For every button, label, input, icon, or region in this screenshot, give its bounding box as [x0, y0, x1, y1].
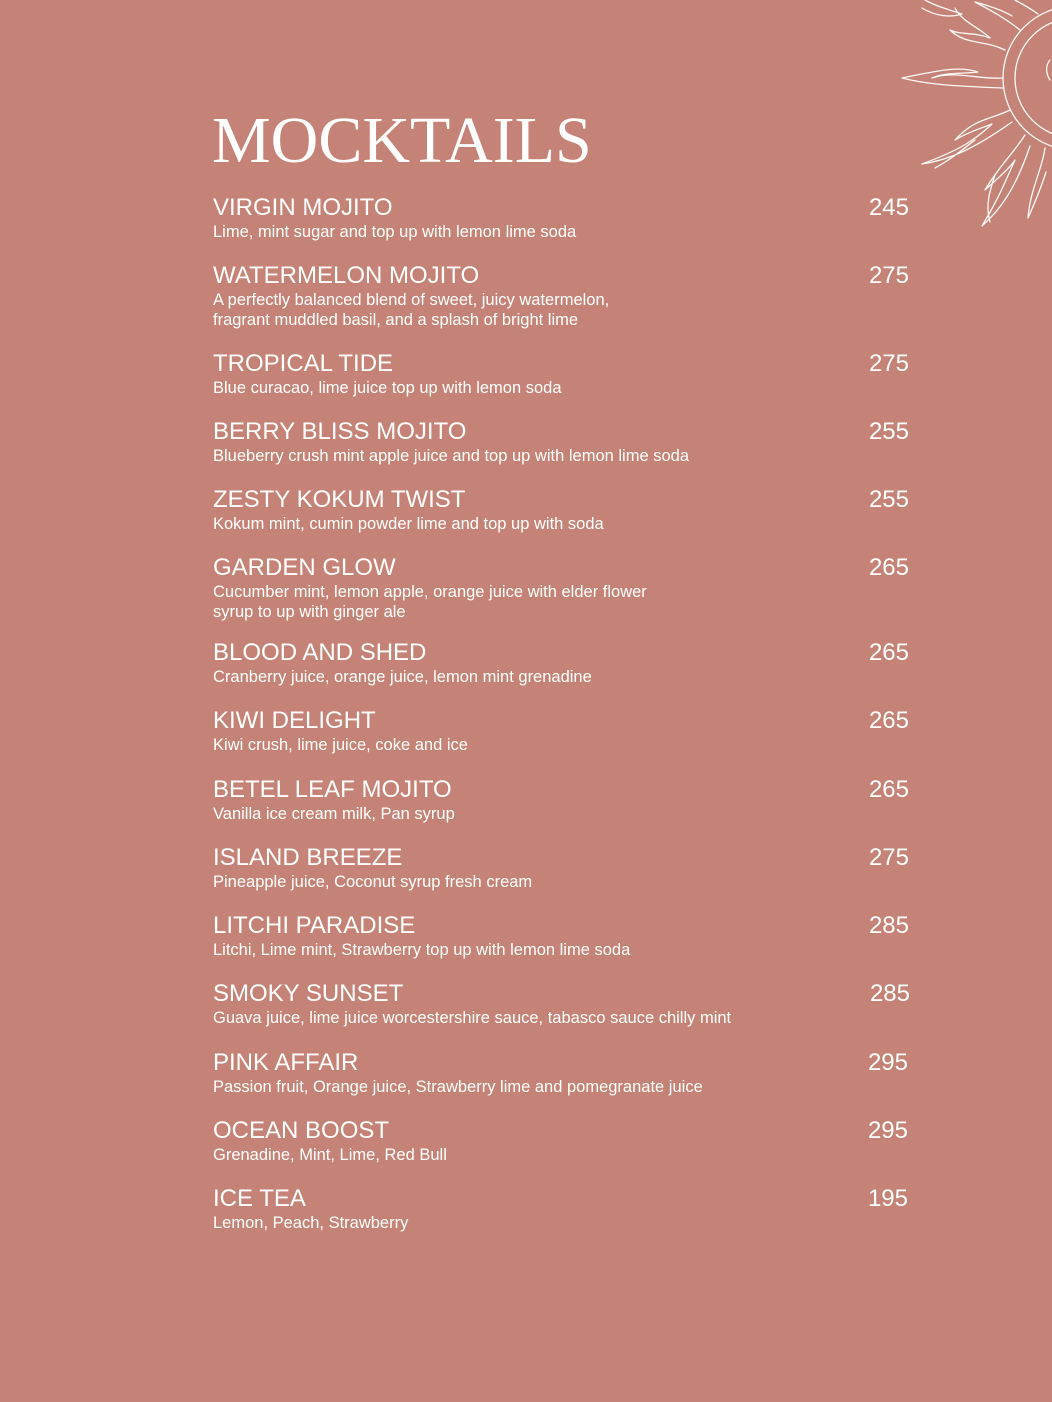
item-price: 255 [868, 418, 909, 445]
item-price: 285 [869, 980, 910, 1007]
item-description: Grenadine, Mint, Lime, Red Bull [213, 1146, 447, 1164]
page-title: MOCKTAILS [212, 104, 592, 177]
item-name: OCEAN BOOST [213, 1117, 390, 1144]
item-name: BLOOD AND SHED [213, 639, 427, 666]
item-description: Vanilla ice cream milk, Pan syrup [213, 805, 455, 823]
item-description: Cucumber mint, lemon apple, orange juice with elder flower syrup to up with ginger ale [213, 583, 647, 621]
item-description: Cranberry juice, orange juice, lemon mint grenadine [213, 668, 592, 686]
item-name: PINK AFFAIR [213, 1049, 359, 1076]
item-name: SMOKY SUNSET [213, 980, 404, 1007]
item-description: Pineapple juice, Coconut syrup fresh cream [213, 873, 533, 891]
item-price: 255 [868, 486, 909, 513]
item-description: Blueberry crush mint apple juice and top up with lemon lime soda [213, 447, 690, 465]
item-price: 195 [867, 1185, 908, 1212]
item-name: GARDEN GLOW [213, 554, 396, 581]
item-description: Guava juice, lime juice worcestershire sauce, tabasco sauce chilly mint [213, 1009, 732, 1027]
item-price: 265 [868, 707, 909, 734]
item-name: ISLAND BREEZE [213, 844, 403, 871]
item-price: 295 [867, 1049, 908, 1076]
item-description: Litchi, Lime mint, Strawberry top up with lemon lime soda [213, 941, 631, 959]
menu-list [213, 0, 913, 1402]
item-description: Kokum mint, cumin powder lime and top up with soda [213, 515, 604, 533]
item-price: 275 [868, 350, 909, 377]
item-price: 265 [868, 776, 909, 803]
item-name: BERRY BLISS MOJITO [213, 418, 467, 445]
item-description: A perfectly balanced blend of sweet, juicy watermelon, fragrant muddled basil, and a splash of bright lime [213, 291, 610, 329]
item-description: Passion fruit, Orange juice, Strawberry lime and pomegranate juice [213, 1078, 703, 1096]
item-name: ICE TEA [213, 1185, 306, 1212]
item-price: 265 [868, 554, 909, 581]
item-name: TROPICAL TIDE [213, 350, 394, 377]
item-name: ZESTY KOKUM TWIST [213, 486, 466, 513]
item-description: Lime, mint sugar and top up with lemon lime soda [213, 223, 577, 241]
item-price: 275 [868, 262, 909, 289]
item-description: Kiwi crush, lime juice, coke and ice [213, 736, 468, 754]
item-description: Blue curacao, lime juice top up with lemon soda [213, 379, 562, 397]
item-description: Lemon, Peach, Strawberry [213, 1214, 409, 1232]
item-name: KIWI DELIGHT [213, 707, 376, 734]
item-name: WATERMELON MOJITO [213, 262, 480, 289]
item-name: LITCHI PARADISE [213, 912, 416, 939]
item-price: 285 [868, 912, 909, 939]
item-price: 295 [867, 1117, 908, 1144]
item-price: 275 [868, 844, 909, 871]
item-name: BETEL LEAF MOJITO [213, 776, 452, 803]
item-name: VIRGIN MOJITO [213, 194, 393, 221]
item-price: 245 [868, 194, 909, 221]
item-price: 265 [868, 639, 909, 666]
